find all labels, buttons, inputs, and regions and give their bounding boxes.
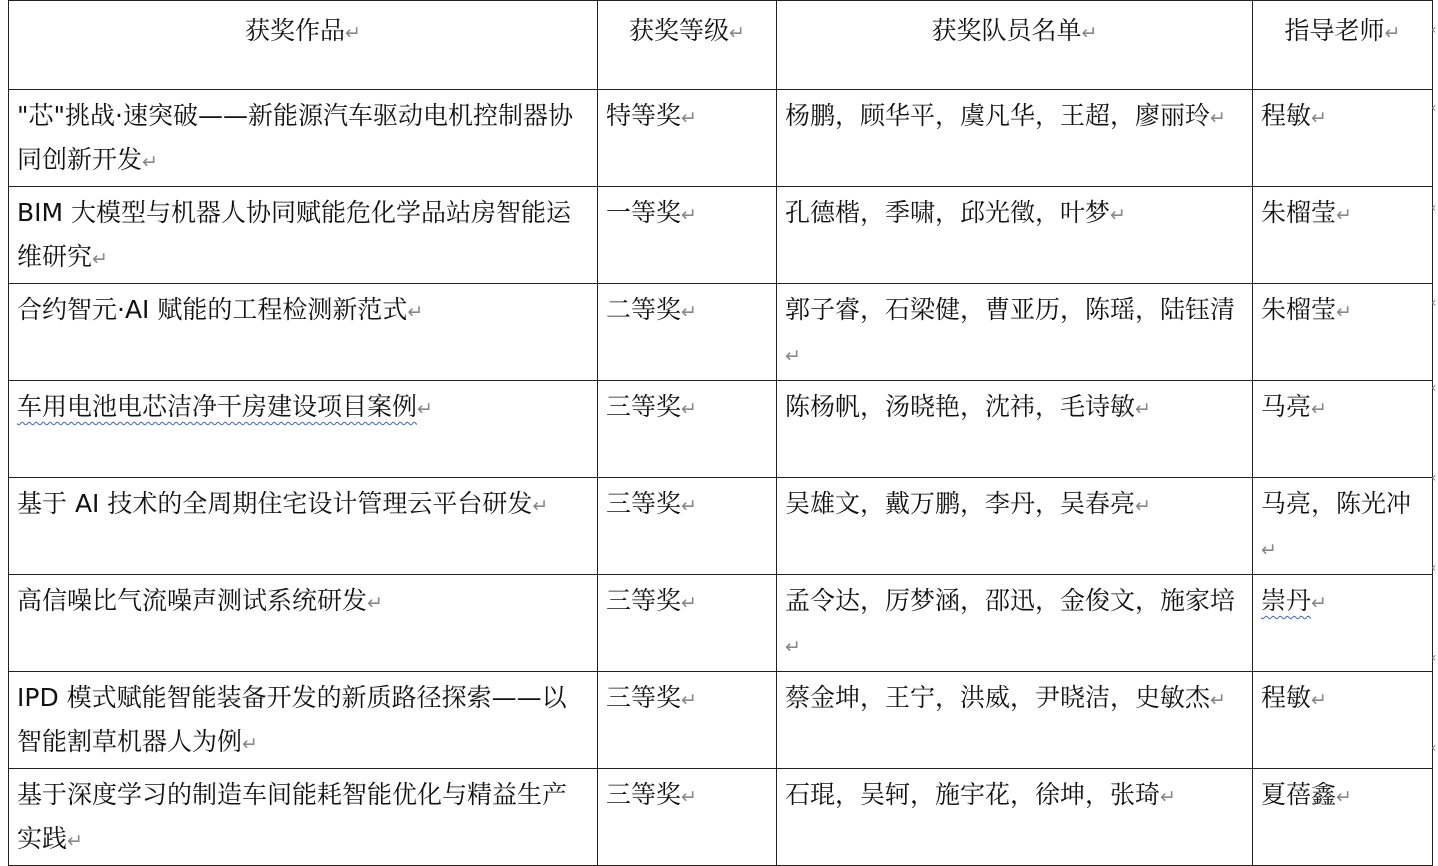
paragraph-mark-icon: ↵	[785, 345, 801, 367]
advisor-cell	[1253, 478, 1433, 575]
members-cell	[777, 284, 1253, 381]
advisor-name: 夏蓓鑫	[1261, 780, 1337, 809]
paragraph-mark-icon: ↵	[1135, 398, 1151, 420]
table-row	[9, 284, 1433, 381]
paragraph-mark-icon: ↵	[1261, 539, 1277, 561]
work-title: 基于 AI 技术的全周期住宅设计管理云平台研发	[17, 489, 533, 518]
header-level	[598, 1, 777, 90]
advisor-name: 程敏	[1261, 683, 1312, 712]
advisor-cell	[1253, 284, 1433, 381]
table-row	[9, 672, 1433, 769]
members-cell	[777, 769, 1253, 866]
member-list: 蔡金坤，王宁，洪威，尹晓洁，史敏杰	[785, 683, 1211, 712]
advisor-name: 朱榴莹	[1261, 198, 1337, 227]
table-row	[9, 478, 1433, 575]
work-cell	[9, 90, 598, 187]
paragraph-mark-icon: ↵	[1311, 592, 1327, 614]
paragraph-mark-icon: ↵	[1336, 786, 1352, 808]
advisor-name: 马亮	[1261, 392, 1312, 421]
paragraph-mark-icon: ↵	[681, 592, 697, 614]
paragraph-mark-icon: ↵	[1336, 301, 1352, 323]
advisor-cell	[1253, 90, 1433, 187]
header-members	[777, 1, 1253, 90]
work-cell	[9, 381, 598, 478]
members-cell	[777, 90, 1253, 187]
advisor-name: 马亮，陈光冲	[1261, 489, 1412, 518]
paragraph-mark-icon: ↵	[1110, 204, 1126, 226]
table-row	[9, 575, 1433, 672]
work-cell	[9, 769, 598, 866]
paragraph-mark-icon: ↵	[417, 398, 433, 420]
paragraph-mark-icon: ↵	[1210, 107, 1226, 129]
paragraph-mark-icon: ↵	[1336, 204, 1352, 226]
level-cell	[598, 381, 777, 478]
paragraph-mark-icon: ↵	[367, 592, 383, 614]
table-row	[9, 187, 1433, 284]
level-cell	[598, 672, 777, 769]
work-title: 车用电池电芯洁净干房建设项目案例	[17, 392, 418, 421]
row-end-marker-icon: ‹	[1431, 200, 1437, 216]
paragraph-mark-icon: ↵	[1311, 107, 1327, 129]
advisor-cell	[1253, 187, 1433, 284]
member-list: 吴雄文，戴万鹏，李丹，吴春亮	[785, 489, 1136, 518]
award-level: 三等奖	[606, 586, 682, 615]
work-cell	[9, 575, 598, 672]
header-advisor-text: 指导老师	[1284, 16, 1385, 45]
award-level: 三等奖	[606, 489, 682, 518]
header-row	[9, 1, 1433, 90]
work-title: IPD 模式赋能智能装备开发的新质路径探索——以智能割草机器人为例	[17, 683, 567, 756]
header-level-text: 获奖等级	[629, 16, 730, 45]
level-cell	[598, 187, 777, 284]
work-title: 高信噪比气流噪声测试系统研发	[17, 586, 368, 615]
table-row	[9, 769, 1433, 866]
members-cell	[777, 672, 1253, 769]
paragraph-mark-icon: ↵	[1210, 689, 1226, 711]
work-cell	[9, 478, 598, 575]
paragraph-mark-icon: ↵	[67, 830, 83, 852]
row-end-marker-icon: ‹	[1431, 740, 1437, 756]
row-end-marker-icon: ‹	[1431, 295, 1437, 311]
members-cell	[777, 575, 1253, 672]
award-level: 三等奖	[606, 780, 682, 809]
advisor-cell	[1253, 381, 1433, 478]
work-title: "芯"挑战·速突破——新能源汽车驱动电机控制器协同创新开发	[17, 101, 573, 174]
advisor-name: 崇丹	[1261, 586, 1312, 615]
work-cell	[9, 187, 598, 284]
award-level: 特等奖	[606, 101, 682, 130]
level-cell	[598, 769, 777, 866]
member-list: 郭子睿，石梁健，曹亚历，陈瑶，陆钰清	[785, 295, 1236, 324]
members-cell	[777, 478, 1253, 575]
paragraph-mark-icon: ↵	[1384, 22, 1401, 44]
paragraph-mark-icon: ↵	[92, 248, 108, 270]
paragraph-mark-icon: ↵	[681, 689, 697, 711]
advisor-cell	[1253, 769, 1433, 866]
award-level: 三等奖	[606, 392, 682, 421]
work-title: 合约智元·AI 赋能的工程检测新范式	[17, 295, 408, 324]
work-title: 基于深度学习的制造车间能耗智能优化与精益生产实践	[17, 780, 568, 853]
member-list: 石琨，吴轲，施宇花，徐坤，张琦	[785, 780, 1161, 809]
paragraph-mark-icon: ↵	[1160, 786, 1176, 808]
paragraph-mark-icon: ↵	[681, 301, 697, 323]
member-list: 陈杨帆，汤晓艳，沈祎，毛诗敏	[785, 392, 1136, 421]
member-list: 孟令达，厉梦涵，邵迅，金俊文，施家培	[785, 586, 1236, 615]
row-end-marker-icon: ‹	[1431, 380, 1437, 396]
paragraph-mark-icon: ↵	[681, 107, 697, 129]
row-end-marker-icon: ‹	[1431, 22, 1437, 38]
header-work	[9, 1, 598, 90]
paragraph-mark-icon: ↵	[1311, 689, 1327, 711]
row-end-marker-icon: ‹	[1431, 650, 1437, 666]
paragraph-mark-icon: ↵	[242, 733, 258, 755]
level-cell	[598, 284, 777, 381]
level-cell	[598, 575, 777, 672]
award-level: 一等奖	[606, 198, 682, 227]
paragraph-mark-icon: ↵	[1135, 495, 1151, 517]
paragraph-mark-icon: ↵	[681, 398, 697, 420]
level-cell	[598, 90, 777, 187]
header-work-text: 获奖作品	[245, 16, 346, 45]
paragraph-mark-icon: ↵	[1081, 22, 1098, 44]
row-end-marker-icon: ‹	[1431, 100, 1437, 116]
row-end-markers	[1431, 0, 1438, 812]
paragraph-mark-icon: ↵	[407, 301, 424, 323]
paragraph-mark-icon: ↵	[681, 495, 697, 517]
member-list: 杨鹏，顾华平，虞凡华，王超，廖丽玲	[785, 101, 1211, 130]
work-title: BIM 大模型与机器人协同赋能危化学品站房智能运维研究	[17, 198, 572, 271]
work-cell	[9, 284, 598, 381]
award-level: 二等奖	[606, 295, 682, 324]
row-end-marker-icon: ‹	[1431, 560, 1437, 576]
row-end-marker-icon: ‹	[1431, 470, 1437, 486]
member-list: 孔德楷，季啸，邱光徵，叶梦	[785, 198, 1111, 227]
paragraph-mark-icon: ↵	[681, 786, 697, 808]
header-members-text: 获奖队员名单	[931, 16, 1082, 45]
level-cell	[598, 478, 777, 575]
paragraph-mark-icon: ↵	[1311, 398, 1327, 420]
advisor-cell	[1253, 672, 1433, 769]
header-advisor	[1253, 1, 1433, 90]
paragraph-mark-icon: ↵	[785, 636, 801, 658]
work-cell	[9, 672, 598, 769]
paragraph-mark-icon: ↵	[532, 495, 549, 517]
paragraph-mark-icon: ↵	[345, 22, 361, 44]
members-cell	[777, 381, 1253, 478]
awards-table	[8, 0, 1433, 866]
paragraph-mark-icon: ↵	[729, 22, 745, 44]
paragraph-mark-icon: ↵	[142, 151, 158, 173]
advisor-cell	[1253, 575, 1433, 672]
advisor-name: 朱榴莹	[1261, 295, 1337, 324]
table-row	[9, 381, 1433, 478]
award-level: 三等奖	[606, 683, 682, 712]
members-cell	[777, 187, 1253, 284]
advisor-name: 程敏	[1261, 101, 1312, 130]
table-row	[9, 90, 1433, 187]
paragraph-mark-icon: ↵	[681, 204, 697, 226]
